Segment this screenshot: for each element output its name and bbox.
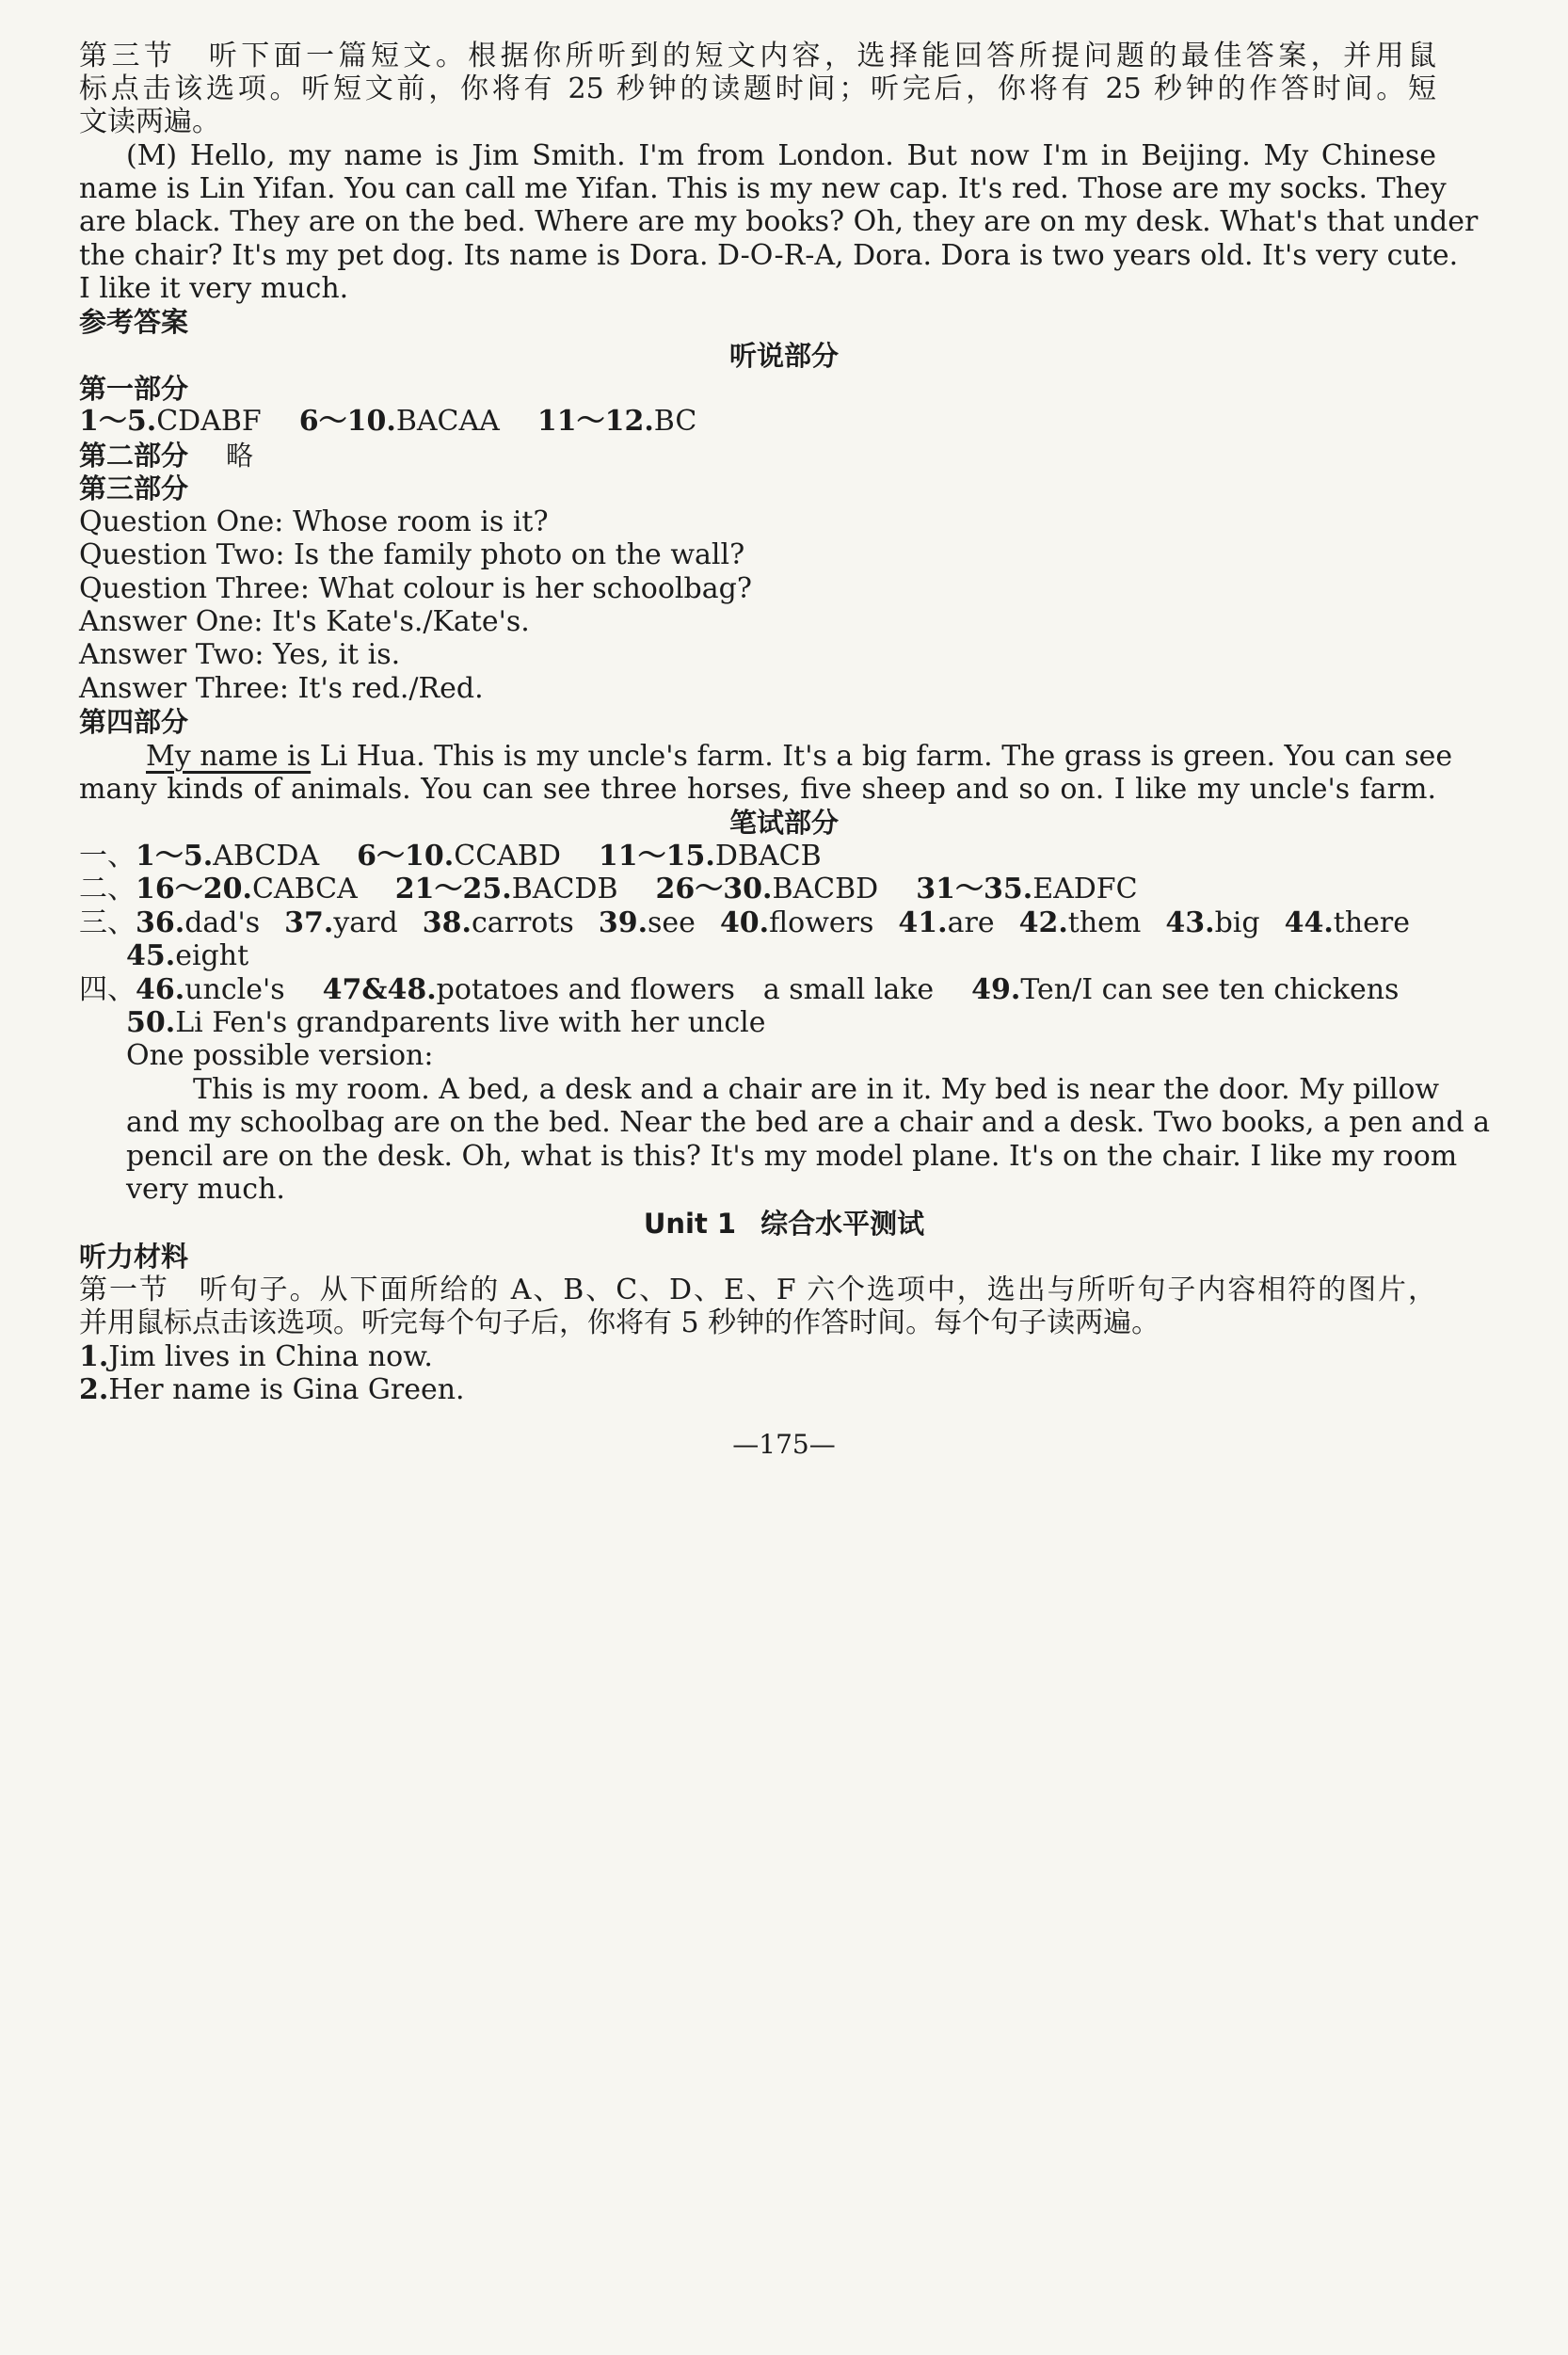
essay-line-3: pencil are on the desk. Oh, what is this? It's my model plane. It's on the chair. I like my room xyxy=(126,1140,1458,1173)
passage-line-5: I like it very much. xyxy=(79,272,349,305)
sentence-1 xyxy=(79,1338,1436,1376)
answer-number: 36. xyxy=(136,906,185,939)
answer-value: BACAA xyxy=(395,405,500,438)
underlined-prompt: My name is xyxy=(146,740,312,773)
answer-range: 6～10. xyxy=(298,405,396,438)
sentence-number: 2. xyxy=(79,1373,109,1406)
answer-number: 44. xyxy=(1284,906,1334,939)
answer-value: EADFC xyxy=(1032,873,1138,905)
answer-value: are xyxy=(947,906,995,939)
section-label: 三、 xyxy=(79,906,136,939)
passage-line-1: (M) Hello, my name is Jim Smith. I'm from London. But now I'm in Beijing. My Chinese xyxy=(126,139,1436,172)
answer-value: big xyxy=(1214,906,1260,939)
essay-line-2: and my schoolbag are on the bed. Near the bed are a chair and a desk. Two books, a pen and a xyxy=(126,1106,1491,1139)
written-section-title: 笔试部分 xyxy=(728,807,839,839)
part4-line-2: many kinds of animals. You can see three horses, five sheep and so on. I like my uncle's farm. xyxy=(79,773,1436,806)
written-s3-cont xyxy=(126,937,1436,975)
answer-number: 38. xyxy=(422,906,472,939)
answer-number: 49. xyxy=(971,973,1021,1006)
version-label: One possible version: xyxy=(126,1039,434,1072)
sentence-text: Jim lives in China now. xyxy=(108,1340,433,1373)
question-three: Question Three: What colour is her schoolbag? xyxy=(79,572,752,605)
question-two: Question Two: Is the family photo on the wall? xyxy=(79,538,745,571)
part2-row xyxy=(79,437,1436,474)
section-label: 一、 xyxy=(79,840,136,873)
answer-range: 11～15. xyxy=(598,840,715,873)
answer-number: 43. xyxy=(1165,906,1215,939)
answer-value: CABCA xyxy=(251,873,358,905)
answer-one: Answer One: It's Kate's./Kate's. xyxy=(79,605,530,638)
written-s4 xyxy=(79,971,1436,1009)
answer-value: carrots xyxy=(471,906,574,939)
part4-title: 第四部分 xyxy=(79,706,189,738)
answer-range: 21～25. xyxy=(394,873,512,905)
answer-number: 46. xyxy=(136,973,185,1006)
answer-number: 47&48. xyxy=(322,973,437,1006)
answer-number: 40. xyxy=(719,906,770,939)
unit-title xyxy=(0,1205,1568,1242)
passage-line-3: are black. They are on the bed. Where are my books? Oh, they are on my desk. What's that under xyxy=(79,205,1479,238)
answer-number: 42. xyxy=(1018,906,1068,939)
answer-range: 31～35. xyxy=(916,873,1033,905)
answer-number: 37. xyxy=(284,906,334,939)
answer-range: 1～5. xyxy=(79,405,157,438)
answer-value: BACDB xyxy=(511,873,618,905)
part1-answers xyxy=(79,403,1436,441)
part3-title: 第三部分 xyxy=(79,473,189,505)
answer-range: 26～30. xyxy=(655,873,773,905)
passage-line-2: name is Lin Yifan. You can call me Yifan. This is my new cap. It's red. Those are my socks. They xyxy=(79,172,1447,205)
essay-line-4: very much. xyxy=(126,1173,285,1206)
section3-intro-line-3: 文读两遍。 xyxy=(79,105,220,138)
section-label: 二、 xyxy=(79,873,136,905)
section-label: 四、 xyxy=(79,973,136,1006)
answer-number: 39. xyxy=(598,906,648,939)
section3-intro-line-2: 标点击该选项。听短文前，你将有 25 秒钟的读题时间；听完后，你将有 25 秒钟的作答时间。短 xyxy=(79,72,1436,105)
answer-three: Answer Three: It's red./Red. xyxy=(79,672,484,705)
sec1-intro-line-2: 并用鼠标点击该选项。听完每个句子后，你将有 5 秒钟的作答时间。每个句子读两遍。 xyxy=(79,1306,1160,1339)
listening-section-title: 听说部分 xyxy=(728,340,839,372)
written-s2 xyxy=(79,871,1436,908)
unit-label: Unit 1 xyxy=(643,1208,737,1240)
essay-line-1: This is my room. A bed, a desk and a chair are in it. My bed is near the door. My pillow xyxy=(193,1073,1440,1106)
part4-line-1 xyxy=(146,738,1453,776)
answer-value: them xyxy=(1067,906,1142,939)
answer-range: 11～12. xyxy=(536,405,654,438)
answer-value: potatoes and flowers a small lake xyxy=(436,973,935,1006)
part4-line-1-rest: Li Hua. This is my uncle's farm. It's a big farm. The grass is green. You can see xyxy=(311,740,1453,773)
answer-value: DBACB xyxy=(714,840,822,873)
answer-value: dad's xyxy=(184,906,261,939)
listening-material-title: 听力材料 xyxy=(79,1241,189,1273)
answer-value: Li Fen's grandparents live with her uncle xyxy=(175,1006,766,1039)
answer-number: 41. xyxy=(898,906,948,939)
sentence-text: Her name is Gina Green. xyxy=(108,1373,465,1406)
answer-value: there xyxy=(1333,906,1411,939)
part1-title: 第一部分 xyxy=(79,373,189,405)
answer-number: 50. xyxy=(126,1006,176,1039)
answer-range: 1～5. xyxy=(136,840,214,873)
answer-value: BACBD xyxy=(772,873,879,905)
written-s4-cont xyxy=(126,1004,1436,1042)
question-one: Question One: Whose room is it? xyxy=(79,505,549,538)
answer-range: 6～10. xyxy=(357,840,455,873)
page-number: —175— xyxy=(732,1429,836,1460)
answer-value: ABCDA xyxy=(213,840,320,873)
sentence-2 xyxy=(79,1371,1436,1409)
written-s1 xyxy=(79,838,1436,875)
answer-value: flowers xyxy=(769,906,874,939)
unit-test-name: 综合水平测试 xyxy=(760,1208,925,1240)
answer-value: CCABD xyxy=(454,840,561,873)
answer-value: see xyxy=(648,906,696,939)
passage-line-4: the chair? It's my pet dog. Its name is Dora. D-O-R-A, Dora. Dora is two years old. It's very cute. xyxy=(79,239,1459,272)
part2-note: 略 xyxy=(226,440,254,472)
answer-value: yard xyxy=(333,906,398,939)
sec1-intro-line-1: 第一节 听句子。从下面所给的 A、B、C、D、E、F 六个选项中，选出与所听句子内容相符的图片， xyxy=(79,1274,1436,1306)
sentence-number: 1. xyxy=(79,1340,109,1373)
answer-value: BC xyxy=(653,405,697,438)
answer-two: Answer Two: Yes, it is. xyxy=(79,638,401,671)
answer-value: uncle's xyxy=(184,973,285,1006)
written-s3 xyxy=(79,905,1436,942)
answer-value: eight xyxy=(175,939,249,972)
ref-answers-title: 参考答案 xyxy=(79,306,189,338)
answer-number: 45. xyxy=(126,939,176,972)
answer-value: Ten/I can see ten chickens xyxy=(1020,973,1400,1006)
answer-value: CDABF xyxy=(156,405,262,438)
part2-title: 第二部分 xyxy=(79,440,189,472)
answer-range: 16～20. xyxy=(136,873,252,905)
section3-intro-line-1: 第三节 听下面一篇短文。根据你所听到的短文内容，选择能回答所提问题的最佳答案，并用鼠 xyxy=(79,40,1436,72)
